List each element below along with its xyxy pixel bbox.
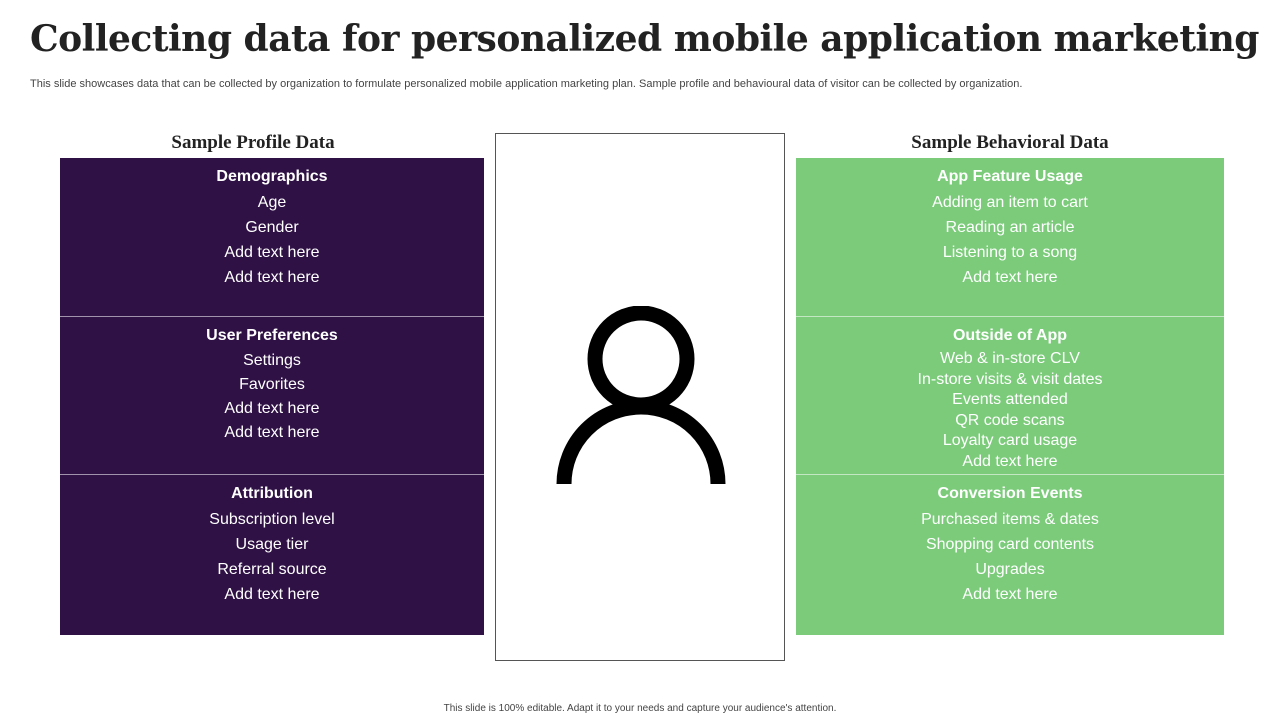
list-item: Usage tier [235, 536, 309, 553]
list-item: Referral source [217, 561, 327, 578]
behavioral-heading: Sample Behavioral Data [911, 132, 1109, 153]
slide-subtitle: This slide showcases data that can be collected by organization to formulate personalized mobile application marketing plan. Sample profile and behavioural data of visitor can be collected by organization. [30, 78, 1023, 90]
list-item: Events attended [952, 391, 1068, 409]
section-title: Outside of App [952, 327, 1068, 344]
list-item: Upgrades [975, 561, 1045, 578]
list-item: Favorites [239, 376, 305, 393]
list-item: Reading an article [945, 219, 1075, 236]
behavioral-panel [796, 158, 1224, 635]
list-item: Web & in-store CLV [940, 350, 1080, 367]
profile-section-attribution [60, 474, 484, 632]
section-title: App Feature Usage [937, 168, 1083, 185]
section-title: User Preferences [206, 327, 338, 344]
list-item: In-store visits & visit dates [917, 370, 1103, 388]
list-item: Add text here [962, 586, 1058, 603]
list-item: Listening to a song [942, 244, 1078, 261]
user-icon [555, 306, 727, 486]
profile-section-demographics [60, 158, 484, 316]
list-item: Settings [243, 352, 301, 369]
list-item: Add text here [224, 424, 320, 441]
behavioral-section-app-feature-usage [796, 158, 1224, 316]
list-item: Gender [245, 219, 299, 236]
list-item: QR code scans [955, 411, 1065, 429]
list-item: Add text here [224, 400, 320, 417]
list-item: Subscription level [209, 511, 335, 528]
profile-section-user-preferences [60, 316, 484, 474]
list-item: Add text here [962, 452, 1058, 470]
list-item: Age [257, 194, 287, 211]
behavioral-section-outside-of-app [796, 316, 1224, 474]
user-profile-box [495, 133, 785, 661]
section-title: Conversion Events [937, 485, 1083, 502]
list-item: Loyalty card usage [942, 432, 1078, 450]
list-item: Adding an item to cart [932, 194, 1088, 211]
profile-panel [60, 158, 484, 635]
profile-heading: Sample Profile Data [171, 132, 335, 153]
section-title: Demographics [216, 168, 328, 185]
slide-title: Collecting data for personalized mobile application marketing [30, 18, 1259, 60]
list-item: Add text here [224, 244, 320, 261]
list-item: Add text here [224, 586, 320, 603]
section-title: Attribution [231, 485, 313, 502]
behavioral-section-conversion-events [796, 474, 1224, 632]
list-item: Add text here [224, 269, 320, 286]
list-item: Add text here [962, 269, 1058, 286]
list-item: Purchased items & dates [921, 511, 1099, 528]
list-item: Shopping card contents [925, 536, 1095, 553]
slide-footer: This slide is 100% editable. Adapt it to your needs and capture your audience's attention. [443, 703, 837, 714]
